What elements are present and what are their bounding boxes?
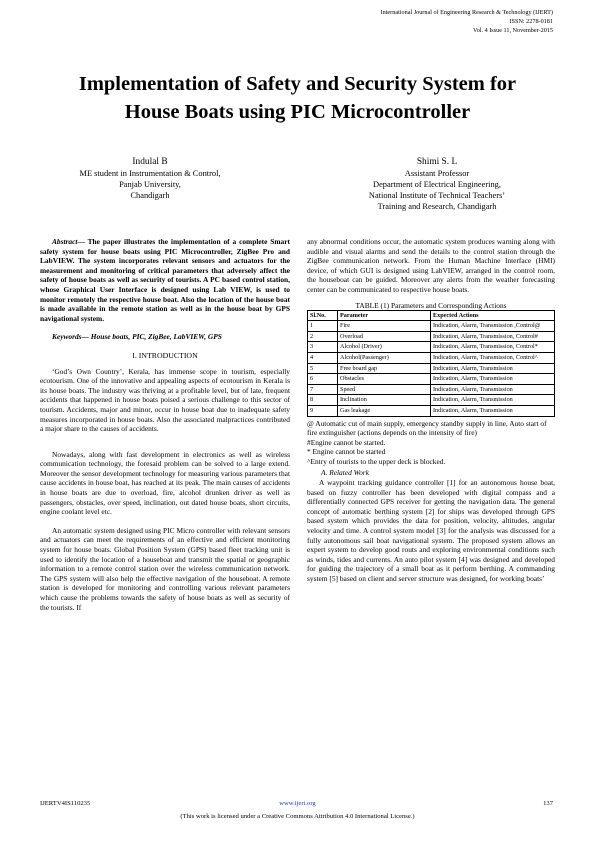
abstract-text: The paper illustrates the implementation of a complete Smart safety system for house boats using PIC Microcontroller, ZigBee Pro and LabVIEW. The system incorporates relevant sensors and actuators for the measurement and monitoring of critical parameters that adversely affect the safety of house boats as well as security of tourists. A PC based control station, whose Graphical User Interface is designed using Lab VIEW, is used to monitor remotely the respective house boat. Also the location of the house boat is made available in the remote station as well as in the house boat by GPS navigational system.	[40, 237, 290, 323]
table-cell: 9	[308, 405, 338, 416]
table-cell: Indication, Alarm, Transmission	[431, 405, 555, 416]
keywords: Keywords— House boats, PIC, ZigBee, LabVIEW, GPS	[52, 332, 222, 342]
author-affiliation-line: Assistant Professor	[404, 169, 470, 178]
journal-issn: ISSN: 2278-0181	[509, 18, 553, 25]
table-row	[308, 331, 555, 342]
table-cell: 2	[308, 331, 338, 342]
table-cell: 5	[308, 363, 338, 374]
table-cell: Indication, Alarm, Transmission	[431, 363, 555, 374]
title-line-1: Implementation of Safety and Security System for	[78, 73, 517, 95]
footer-paper-code: IJERTV4IS110235	[40, 800, 91, 807]
author-affiliation-line: Training and Research, Chandigarh	[377, 202, 497, 211]
table-header-cell: Expected Actions	[431, 310, 555, 321]
paper-title	[30, 70, 565, 126]
author-affiliation-line: Panjab University,	[119, 180, 181, 189]
abstract	[40, 237, 290, 323]
table-note: ^Entry of tourists to the upper deck is blocked.	[307, 456, 446, 466]
table-row	[308, 321, 555, 332]
table-row	[308, 405, 555, 416]
table-cell: Indication, Alarm, Transmission	[431, 374, 555, 385]
author-affiliation-line: Chandigarh	[130, 191, 170, 200]
table-cell: Indication, Alarm, Transmission ,Control@	[431, 321, 555, 332]
author-affiliation-line: Department of Electrical Engineering,	[373, 180, 501, 189]
right-column	[307, 237, 555, 584]
parameters-table	[307, 310, 555, 417]
footer-page-number: 137	[543, 800, 553, 807]
table-row	[308, 342, 555, 353]
table-note: * Engine cannot be started	[307, 447, 386, 457]
footer-license: (This work is licensed under a Creative Commons Attribution 4.0 International License.)	[180, 813, 415, 820]
author-name: Indulal B	[132, 157, 168, 167]
subsection-heading-related-work: A. Related Work	[321, 468, 369, 478]
table-row	[308, 374, 555, 385]
table-note: #Engine cannot be started.	[307, 437, 386, 447]
table-cell: 6	[308, 374, 338, 385]
table-row	[308, 363, 555, 374]
journal-volume: Vol. 4 Issue 11, November-2015	[473, 27, 553, 34]
title-line-2: House Boats using PIC Microcontroller	[124, 101, 471, 123]
table-cell: Indication, Alarm, Transmission, Control#	[431, 331, 555, 342]
table-cell: 8	[308, 395, 338, 406]
table-cell: 4	[308, 352, 338, 363]
journal-header	[381, 8, 553, 35]
left-column	[40, 237, 290, 612]
author-affiliation-line: National Institute of Technical Teachers’	[368, 191, 506, 200]
table-cell: Indication, Alarm, Transmission, Control*	[431, 342, 555, 353]
author-name: Shimi S. L	[416, 157, 458, 167]
table-cell: Indication, Alarm, Transmission	[431, 395, 555, 406]
author-affiliation-line: ME student in Instrumentation & Control,	[79, 169, 221, 178]
table-cell: Alcohol (Driver)	[338, 342, 431, 353]
author-block-2	[327, 156, 547, 212]
table-cell: Indication, Alarm, Transmission, Control^	[431, 352, 555, 363]
intro-continuation: any abnormal conditions occur, the automatic system produces warning along with audible and visual alarms and send the details to the control station through the ZigBee communication network. From the Human Machine Interface (HMI) device, of which GUI is designed using LabVIEW, arranged in the control room, the houseboat can be guided. Moreover any alerts from the weather forecasting center can be communicated to respective house boats.	[307, 237, 555, 294]
table-row	[308, 384, 555, 395]
footer-site-text[interactable]: www.ijert.org	[279, 800, 316, 807]
related-work-paragraph: A waypoint tracking guidance controller [1] for an autonomous house boat, based on fuzzy controller has been developed with digital compass and a differentially connected GPS receiver for getting the navigation data. The general concept of automatic berthing system [2] for ships was developed through GPS based system which provides the data for position, velocity, altitudes, angular velocity and time. A control system model [3] for the analysis was discussed for a fully autonomous sail boat navigational system. The proposed system allows an expert system to develop good routs and exploring environmental conditions such as winds, tides and currents. An auto pilot system [4] was designed and developed for guiding the trajectory of a small boat as it perform berthing. A commanding system [5] based on client and server structure was designed, for working boats’	[307, 478, 555, 583]
table-header-cell: Parameter	[338, 310, 431, 321]
table-cell: Alcohol(Passenger)	[338, 352, 431, 363]
table-cell: Obstacles	[338, 374, 431, 385]
table-note: @ Automatic cut of main supply, emergency standby supply in line, Auto start of fire extinguisher (actions depends on the intensity of fire)	[307, 418, 547, 438]
abstract-lead: Abstract—	[52, 237, 85, 246]
intro-paragraph: Nowadays, along with fast development in electronics as well as wireless communication technology, the foresaid problem can be solved to a large extend. Moreover the sensor development technology for measuring various parameters that cause accidents in house boat, has reached at its peak. The main causes of accidents in house boats are due to overload, fire, alcohol drunken driver as well as passengers, obstacles, over speed, inclination, out dated house boats, short circuits, engine coolant level etc.	[40, 449, 290, 517]
table-cell: Gas leakage	[338, 405, 431, 416]
footer-site-link[interactable]	[0, 799, 595, 808]
intro-paragraph: An automatic system designed using PIC Micro controller with relevant sensors and actuators can meet the requirements of an effective and efficient monitoring system for house boats. Global Position System (GPS) based fleet tracking unit is used to identify the location of a houseboat and transmit the spatial or geographic information to a remote control station over the wireless communication network. The GPS system will also help the effective navigation of the houseboat. A remote station is developed for monitoring and controlling various relevant parameters which cause the problems towards the safety of house boats as well as security of the tourists. If	[40, 525, 290, 612]
table-header-row	[308, 310, 555, 321]
table-caption: TABLE (1) Parameters and Corresponding Actions	[355, 300, 507, 310]
intro-paragraph: ‘God’s Own Country’, Kerala, has immense scope in tourism, especially ecotourism. One of the innovative and appealing aspects of ecotourism in Kerala is its house boats. The industry was thriving at a profitable level, but of late, frequent accidents that happened in house boats poised a serious challenge to this sector of tourism. Accidents, major and minor, occur in house boat due to inadequate safety measures incorporated in house boats. Also the associated malpractices contributed a major share to the causes of accidents.	[40, 366, 290, 434]
journal-name: International Journal of Engineering Research & Technology (IJERT)	[380, 9, 553, 16]
table-cell: 3	[308, 342, 338, 353]
table-cell: Fire	[338, 321, 431, 332]
table-cell: 7	[308, 384, 338, 395]
section-heading-introduction: I. INTRODUCTION	[132, 350, 198, 360]
table-header-cell: Sl.No.	[308, 310, 338, 321]
table-cell: Overload	[338, 331, 431, 342]
table-cell: Speed	[338, 384, 431, 395]
table-cell: Inclination	[338, 395, 431, 406]
table-row	[308, 352, 555, 363]
table-cell: Indication, Alarm, Transmission	[431, 384, 555, 395]
table-cell: 1	[308, 321, 338, 332]
table-cell: Free board gap	[338, 363, 431, 374]
table-row	[308, 395, 555, 406]
author-block-1	[50, 156, 250, 201]
